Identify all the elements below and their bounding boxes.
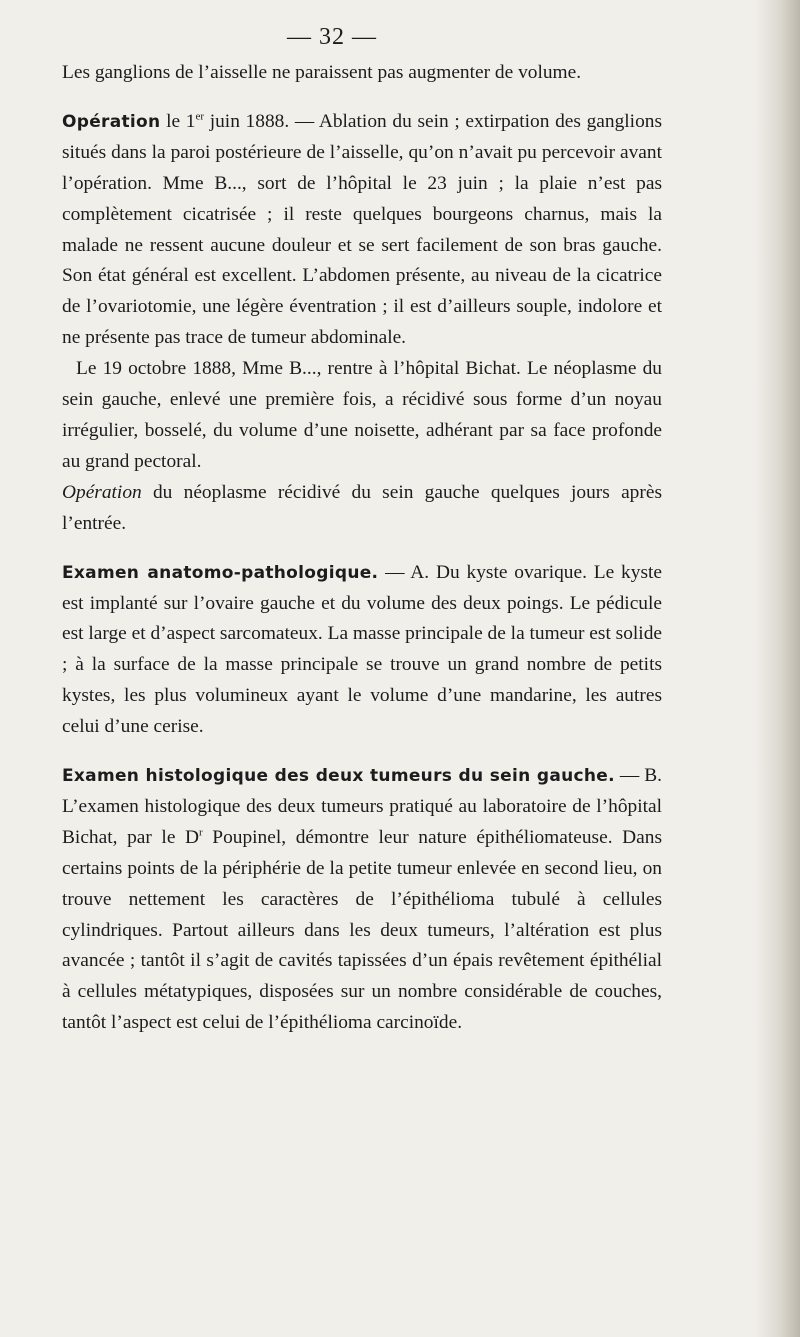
heading-operation: Opération xyxy=(62,111,161,132)
page-number: — 32 — xyxy=(287,24,377,50)
examen-anatomo-text: — A. Du kyste ovarique. Le kyste est implanté sur l’ovaire gauche et du volume des deux poings. Le pédicule est large et d’aspect sarcomateux. La masse principale de la tumeur est solide ; à la surface de la masse principale se trouve un grand nombre de petits kystes, les plus volumineux ayant le volume d’une mandarine, les autres celui d’une cerise. xyxy=(62,561,662,738)
operation-text: juin 1888. — Ablation du sein ; extirpation des ganglions situés dans la paroi postérieure de l’aisselle, qu’on n’avait pu percevoir avant l’opération. Mme B..., sort de l’hôpital le 23 juin ; la plaie n’est pas complètement cicatrisée ; il reste quelques bourgeons charnus, mais la malade ne ressent aucune douleur et se sert facilement de son bras gauche. Son état général est excellent. L’abdomen présente, au niveau de la cicatrice de l’ovariotomie, une légère éventration ; il est d’ailleurs souple, indolore et ne présente pas trace de tumeur abdominale. xyxy=(62,110,663,349)
paragraph-examen-histologique xyxy=(62,761,662,1039)
heading-examen-anatomo: Examen anatomo-pathologique. xyxy=(62,562,379,583)
paragraph-operation-recidive xyxy=(62,478,662,540)
superscript-r: r xyxy=(199,826,203,839)
heading-examen-histologique: Examen histologique des deux tumeurs du sein gauche. xyxy=(62,766,615,787)
document-body xyxy=(62,58,662,1039)
examen-histologique-text-start: — B. L’examen histologique des deux tumeurs pratiqué au laboratoire de l’hôpital Bichat, par le D xyxy=(62,765,662,848)
operation-italic: Opération xyxy=(62,481,142,503)
superscript-er: er xyxy=(195,110,205,123)
operation-text-start: le 1 xyxy=(160,110,196,132)
operation-recidive-text: du néoplasme récidivé du sein gauche quelques jours après l’entrée. xyxy=(62,481,662,534)
page-edge-shadow xyxy=(754,0,800,1337)
paragraph-ganglions: Les ganglions de l’aisselle ne paraissent pas augmenter de volume. xyxy=(62,62,582,83)
paragraph-19-octobre: Le 19 octobre 1888, Mme B..., rentre à l’hôpital Bichat. Le néoplasme du sein gauche, enlevé une première fois, a récidivé sous forme d’un noyau irrégulier, bosselé, du volume d’une noisette, adhérant par sa face profonde au grand pectoral. xyxy=(62,358,662,472)
paragraph-operation xyxy=(62,107,662,354)
examen-histologique-text: Poupinel, démontre leur nature épithéliomateuse. Dans certains points de la périphérie de la petite tumeur enlevée en second lieu, on trouve nettement les caractères de l’épithélioma tubulé à cellules cylindriques. Partout ailleurs dans les deux tumeurs, l’altération est plus avancée ; tantôt il s’agit de cavités tapissées d’un épais revêtement épithélial à cellules métatypiques, disposées sur un nombre considérable de couches, tantôt l’aspect est celui de l’épithélioma carcinoïde. xyxy=(62,826,663,1034)
paragraph-examen-anatomo xyxy=(62,558,662,743)
